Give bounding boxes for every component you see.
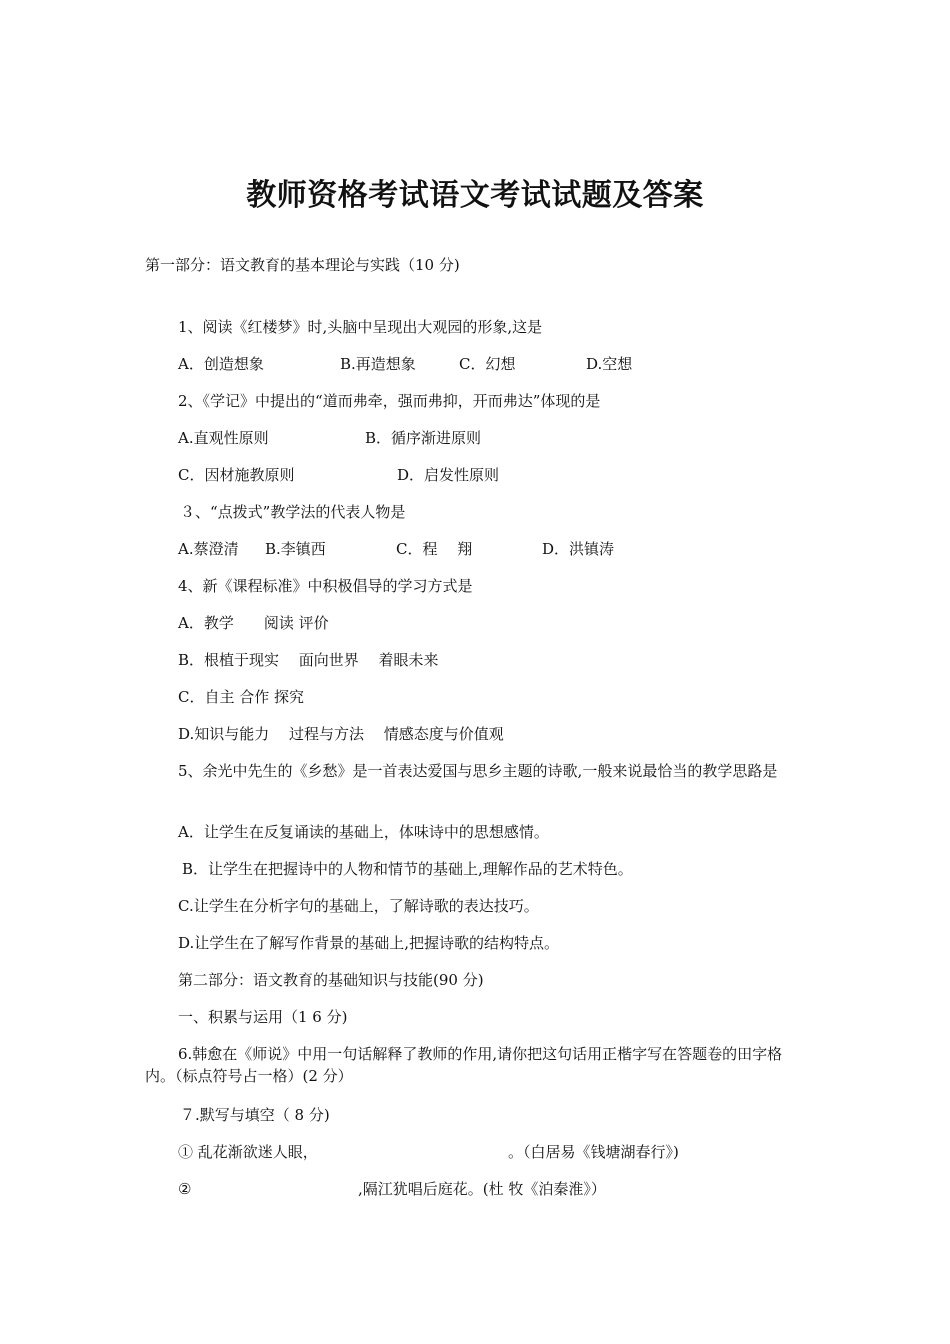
q6-stem: 6.韩愈在《师说》中用一句话解释了教师的作用,请你把这句话用正楷字写在答题卷的田字格内。（标点符号占一格）(2 分） (145, 1045, 783, 1085)
document-title: 教师资格考试语文考试试题及答案 (246, 178, 704, 213)
q2-options-row1 (178, 427, 878, 449)
q7-item1-prompt: ① 乱花渐欲迷人眼， (178, 1143, 318, 1161)
q7-stem: ７.默写与填空（ 8 分) (180, 1106, 330, 1124)
q4-option-c: C．自主 合作 探究 (178, 688, 305, 706)
q4-option-b: B．根植于现实 面向世界 着眼未来 (178, 651, 439, 669)
q1-option-a: A．创造想象 (178, 355, 264, 373)
q7-item1-source: 。（白居易《钱塘湖春行》) (508, 1143, 679, 1161)
q1-option-b: B.再造想象 (340, 355, 416, 373)
q2-options-row2 (178, 464, 878, 486)
q3-option-d: D．洪镇涛 (542, 540, 615, 558)
part2-heading: 第二部分：语文教育的基础知识与技能(90 分) (178, 971, 484, 989)
q3-option-a: A.蔡澄清 (178, 540, 239, 558)
section1-heading: 一、积累与运用（1 6 分) (178, 1008, 348, 1026)
q3-option-c: C．程 翔 (396, 540, 473, 558)
q1-option-d: D.空想 (586, 355, 633, 373)
q2-option-b: B．循序渐进原则 (365, 429, 482, 447)
q5-option-c: C.让学生在分析字句的基础上，了解诗歌的表达技巧。 (178, 897, 539, 915)
q2-option-a: A.直观性原则 (178, 429, 269, 447)
q2-option-c: C．因材施教原则 (178, 466, 295, 484)
q5-option-d: D.让学生在了解写作背景的基础上,把握诗歌的结构特点。 (178, 934, 560, 952)
q7-item2-number: ② (178, 1180, 192, 1198)
q5-option-a: A．让学生在反复诵读的基础上，体味诗中的思想感情。 (178, 823, 549, 841)
q2-stem: 2、《学记》中提出的“道而弗牵，强而弗抑，开而弗达”体现的是 (178, 392, 601, 410)
q5-option-b: B．让学生在把握诗中的人物和情节的基础上,理解作品的艺术特色。 (182, 860, 633, 878)
q3-options (178, 538, 878, 560)
q7-item1 (178, 1141, 878, 1163)
q4-option-a: A．教学 阅读 评价 (178, 614, 329, 632)
q4-stem: 4、新《课程标准》中积极倡导的学习方式是 (178, 577, 473, 595)
q1-option-c: C．幻想 (459, 355, 516, 373)
q7-item2-prompt: ,隔江犹唱后庭花。(杜 牧《泊秦淮》） (358, 1180, 606, 1198)
q3-stem: ３、“点拨式”教学法的代表人物是 (180, 503, 406, 521)
part1-heading: 第一部分：语文教育的基本理论与实践（10 分) (145, 256, 460, 274)
q1-options (178, 353, 878, 375)
q3-option-b: B.李镇西 (265, 540, 326, 558)
q2-option-d: D．启发性原则 (397, 466, 500, 484)
q1-stem: 1、阅读《红楼梦》时,头脑中呈现出大观园的形象,这是 (178, 318, 543, 336)
q7-item2 (178, 1178, 878, 1200)
q4-option-d: D.知识与能力 过程与方法 情感态度与价值观 (178, 725, 504, 743)
q5-stem: 5、余光中先生的《乡愁》是一首表达爱国与思乡主题的诗歌,一般来说最恰当的教学思路是 (178, 762, 778, 780)
